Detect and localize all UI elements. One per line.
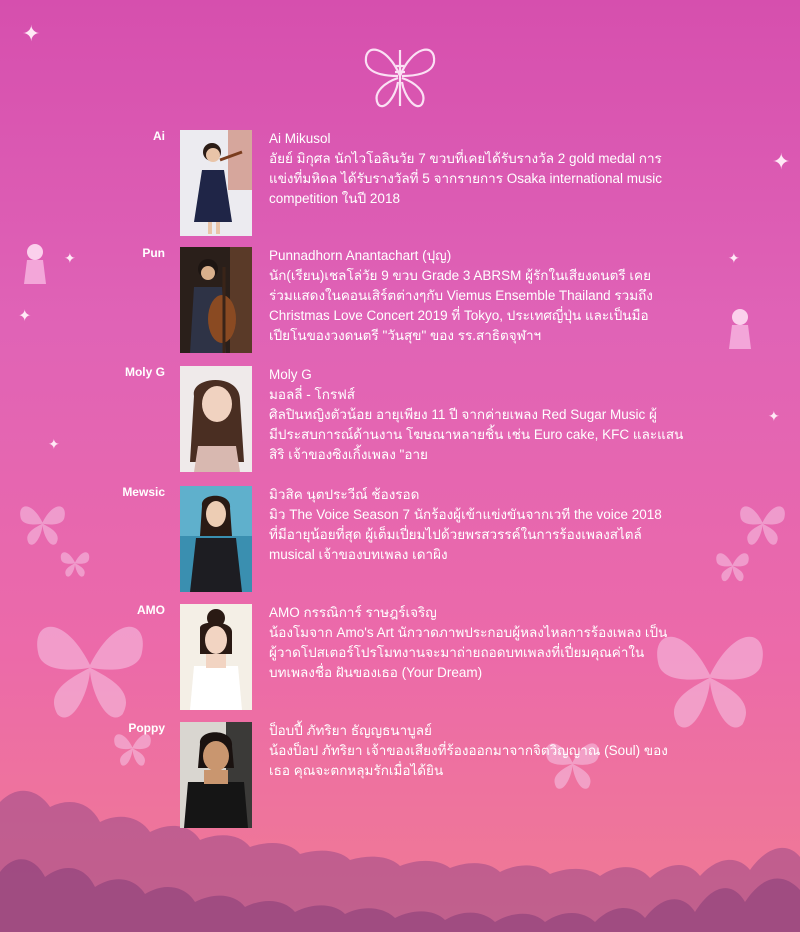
- performer-photo: [180, 604, 252, 710]
- butterfly-decoration-left: [25, 600, 155, 730]
- description-line: น้องโมจาก Amo's Art นักวาดภาพประกอบผู้หลงไหลการร้องเพลง เป็น: [269, 625, 668, 640]
- sparkle-icon: ✦: [728, 251, 740, 267]
- description-line: musical เจ้าของบทเพลง เดาผิง: [269, 547, 448, 562]
- description-line: บทเพลงชื่อ ฝันของเธอ (Your Dream): [269, 665, 483, 680]
- sparkle-icon: ✦: [768, 409, 780, 425]
- description-line: น้องป็อป ภัทริยา เจ้าของเสียงที่ร้องออกมาจากจิตวิญญาณ (Soul) ของ: [269, 743, 668, 758]
- performer-name: Ai Mikusol: [269, 131, 331, 146]
- performer-description: [269, 485, 699, 565]
- performer-photo: [180, 366, 252, 472]
- sparkle-icon: ✦: [48, 437, 60, 453]
- performer-tag: AMO: [137, 603, 165, 617]
- description-line: competition ในปี 2018: [269, 191, 400, 206]
- description-line: ผู้วาดโปสเตอร์โปรโมทงานจะมาถ่ายถอดบทเพลงที่เปี่ยมคุณค่าใน: [269, 645, 645, 660]
- sparkle-icon: ✦: [64, 251, 76, 267]
- butterfly-decoration-small-6: [55, 545, 95, 580]
- description-line: สิริ เจ้าของซิงเกิ้งเพลง "อาย: [269, 447, 428, 462]
- performer-description: [269, 603, 699, 683]
- fairy-figure-right: [725, 305, 755, 353]
- performer-tag: Mewsic: [122, 485, 165, 499]
- butterfly-logo: [360, 36, 440, 116]
- performer-name: มิวสิค นุตประวีณ์ ช้องรอด: [269, 487, 420, 502]
- sparkle-icon: ✦: [18, 306, 32, 325]
- performer-name: AMO กรรณิการ์ ราษฎร์เจริญ: [269, 605, 437, 620]
- description-line: ที่มีอายุน้อยที่สุด ผู้เต็มเปี่ยมไปด้วยพรสวรรค์ในการร้องเพลงสไตล์: [269, 527, 642, 542]
- description-line: เปียโนของวงดนตรี "วันสุข" ของ รร.สาธิตจุฬาฯ: [269, 328, 542, 343]
- performer-photo: [180, 486, 252, 592]
- performer-tag: Poppy: [128, 721, 165, 735]
- performer-description: [269, 721, 699, 781]
- performer-photo: [180, 247, 252, 353]
- performer-name: ป็อบปี้ ภัทริยา ธัญญธนาบูลย์: [269, 723, 432, 738]
- performer-name: Moly G: [269, 367, 312, 382]
- description-line: แข่งที่มหิดล ได้รับรางวัลที่ 5 จากรายการ Osaka international music: [269, 171, 663, 186]
- performer-tag: Ai: [153, 129, 165, 143]
- description-line: ศิลปินหญิงตัวน้อย อายุเพียง 11 ปี จากค่ายเพลง Red Sugar Music ผู้: [269, 407, 657, 422]
- performer-photo: [180, 722, 252, 828]
- performer-description: [269, 129, 699, 209]
- description-line: มิว The Voice Season 7 นักร้องผู้เข้าแข่งขันจากเวที the voice 2018: [269, 507, 662, 522]
- performer-tag: Moly G: [124, 365, 165, 379]
- description-line: มอลลี่ - โกรฟส์: [269, 387, 356, 402]
- performer-description: [269, 246, 699, 346]
- sparkle-icon: ✦: [772, 150, 791, 175]
- performer-description: [269, 365, 699, 465]
- description-line: ร่วมแสดงในคอนเสิร์ตต่างๆกับ Viemus Ensemble Thailand รวมถึง: [269, 288, 653, 303]
- description-line: อัยย์ มิกุศล นักไวโอลินวัย 7 ขวบที่เคยได้รับรางวัล 2 gold medal การ: [269, 151, 662, 166]
- performer-name: Punnadhorn Anantachart (ปุญ): [269, 248, 452, 263]
- description-line: มีประสบการณ์ด้านงาน โฆษณาหลายชิ้น เช่น Euro cake, KFC และแสน: [269, 427, 684, 442]
- sparkle-icon: ✦: [22, 22, 41, 47]
- description-line: นัก(เรียน)เชลโล่วัย 9 ขวบ Grade 3 ABRSM ผู้รักในเสียงดนตรี เคย: [269, 268, 651, 283]
- audience-silhouette: [0, 762, 800, 932]
- performer-photo: [180, 130, 252, 236]
- butterfly-decoration-small-1: [15, 495, 70, 550]
- description-line: Christmas Love Concert 2019 ที่ Tokyo, ประเทศญี่ปุ่น และเป็นมือ: [269, 308, 649, 323]
- description-line: เธอ คุณจะตกหลุมรักเมื่อได้ยิน: [269, 763, 444, 778]
- performer-tag: Pun: [142, 246, 165, 260]
- butterfly-decoration-small-5: [710, 545, 755, 585]
- butterfly-decoration-small-2: [735, 495, 790, 550]
